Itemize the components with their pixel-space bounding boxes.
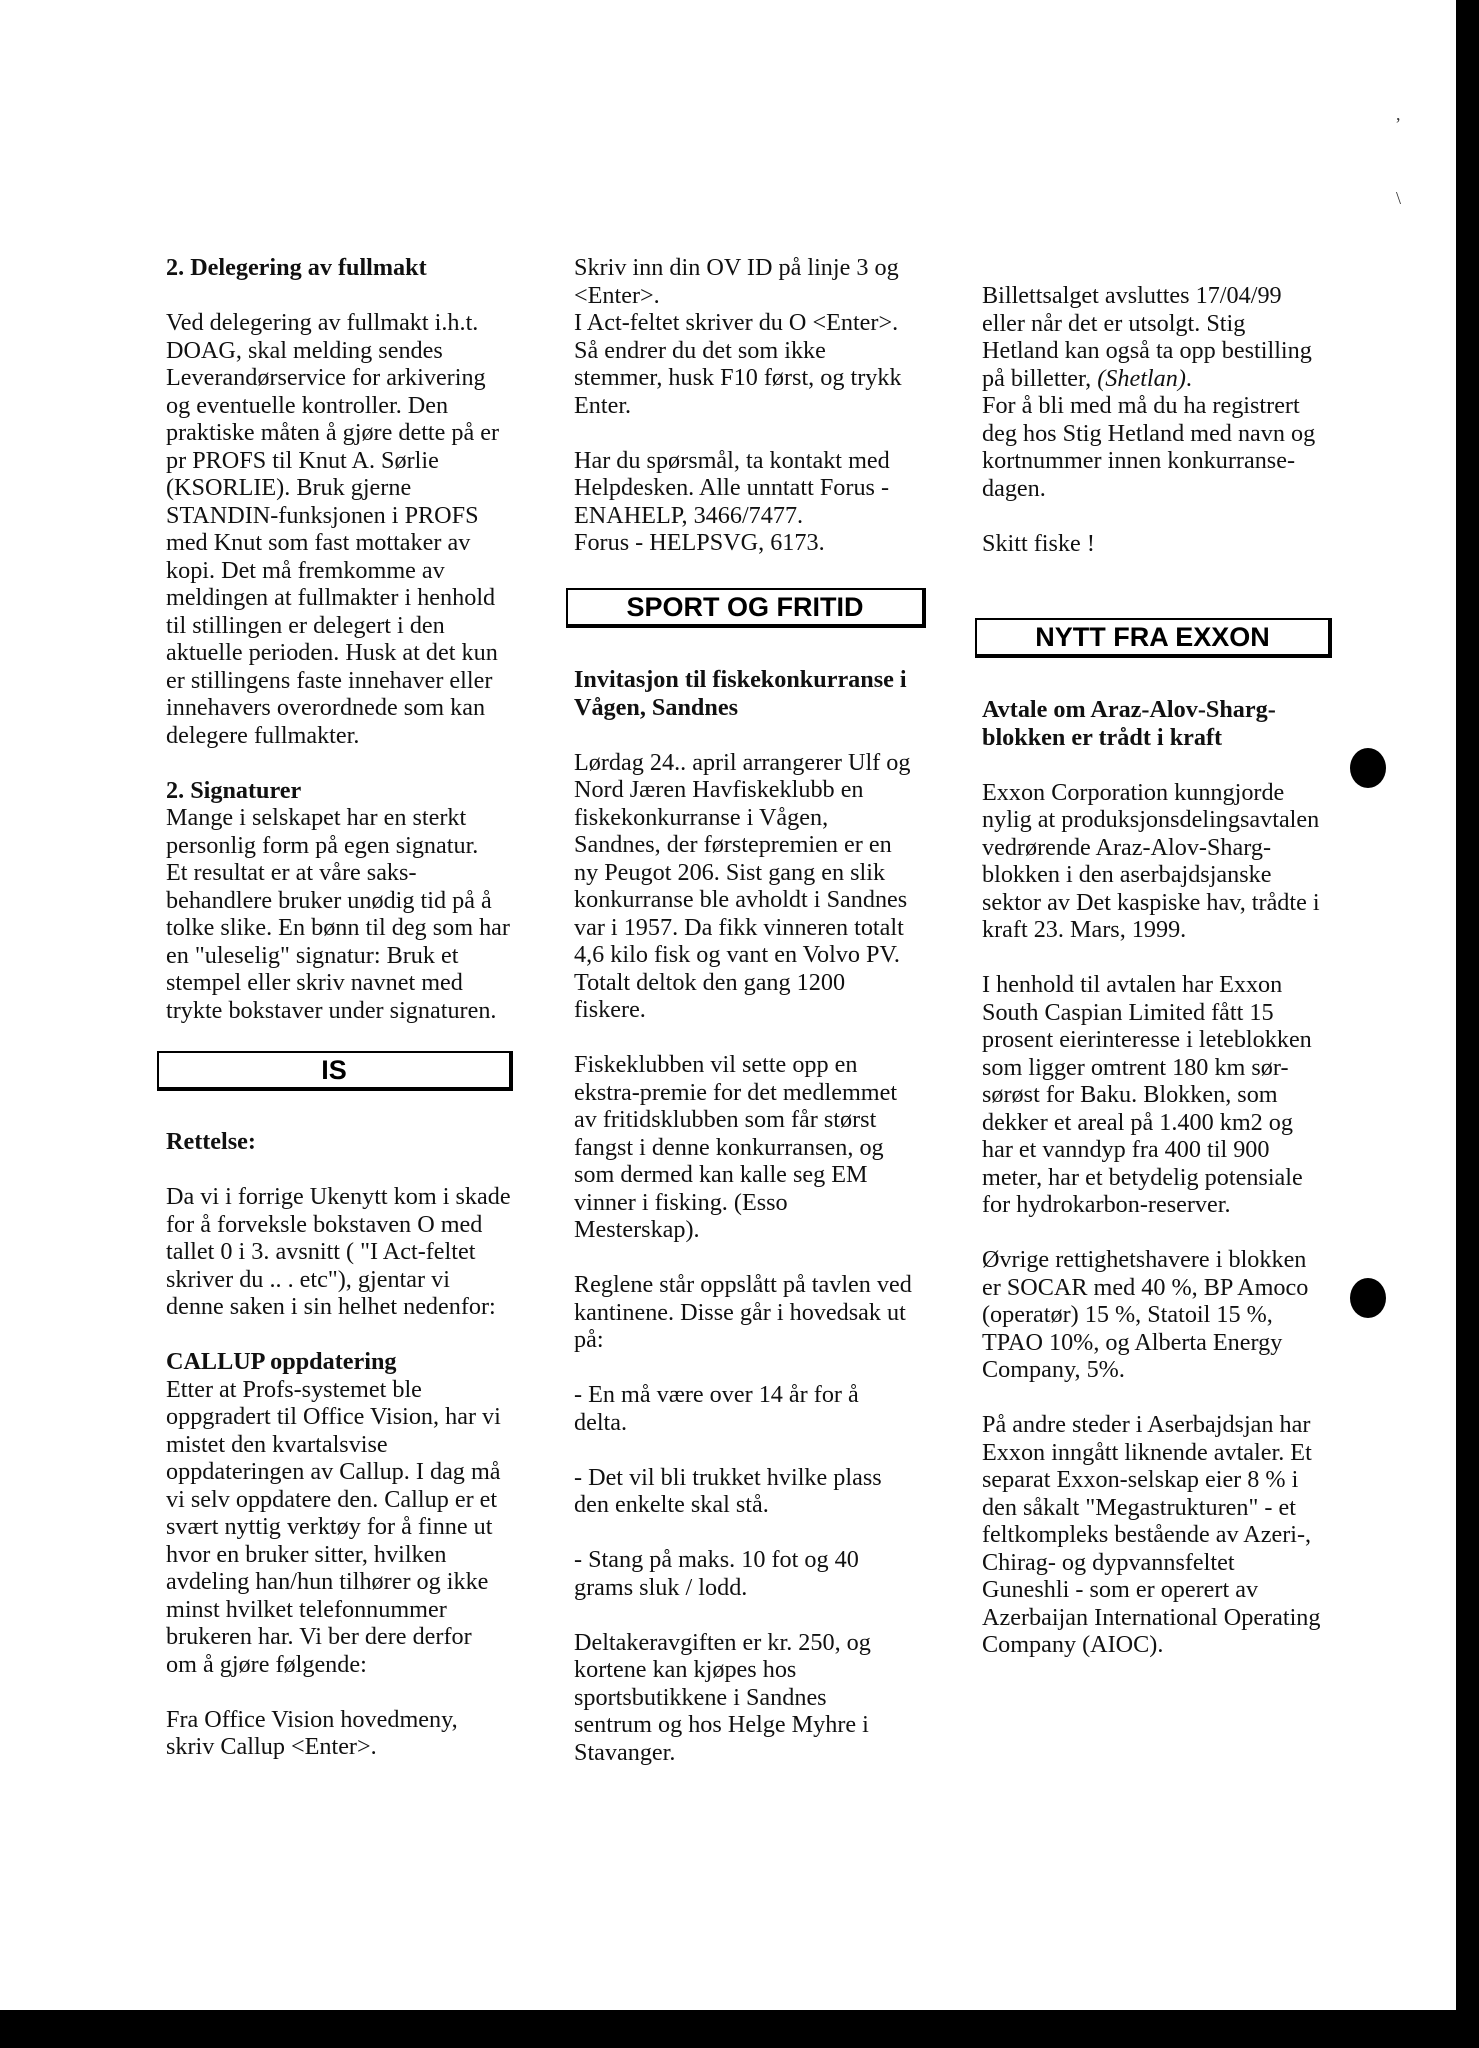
paragraph-helpdesk: Har du spørsmål, ta kontakt med Helpdesken. Alle unntatt Forus - ENAHELP, 3466/7477. Forus - HELPSVG, 6173. (574, 446, 890, 556)
punch-hole-top (1350, 748, 1386, 788)
paragraph-callup: Etter at Profs-systemet ble oppgradert til Office Vision, har vi mistet den kvartalsvise oppdateringen av Callup. I dag må vi selv oppdatere den. Callup er et svært nyttig verktøy for å finne ut hvor en bruker sitter, hvilken avdeling han/hun tilhører og ikke minst hvilket telefonnummer brukeren har. Vi ber dere derfor om å gjøre følgende: (166, 1375, 501, 1678)
rule-item-3: - Stang på maks. 10 fot og 40 grams sluk / lodd. (574, 1546, 859, 1601)
paragraph-skriv-inn: Skriv inn din OV ID på linje 3 og <Enter>. I Act-feltet skriver du O <Enter>. Så endrer du det som ikke stemmer, husk F10 først, og trykk Enter. (574, 254, 902, 419)
heading-invitasjon: Invitasjon til fiskekonkurranse i Vågen, Sandnes (574, 666, 907, 721)
paragraph-ovrige: Øvrige rettighetshavere i blokken er SOCAR med 40 %, BP Amoco (operatør) 15 %, Statoil 15 %, TPAO 10%, og Alberta Energy Company, 5%. (982, 1246, 1309, 1383)
paragraph-rettelse: Da vi i forrige Ukenytt kom i skade for å forveksle bokstaven O med tallet 0 i 3. avsnitt ( "I Act-feltet skriver du .. . etc"), gjentar vi denne saken i sin helhet nedenfor: (166, 1183, 511, 1320)
paragraph-lordag: Lørdag 24.. april arrangerer Ulf og Nord Jæren Havfiskeklubb en fiskekonkurranse i Vågen, Sandnes, der førstepremien er en ny Peugot 206. Sist gang en slik konkurranse ble avholdt i Sandnes var i 1957. Da fikk vinneren totalt 4,6 kilo fisk og vant en Volvo PV. Totalt deltok den gang 1200 fiskere. (574, 748, 911, 1023)
heading-avtale: Avtale om Araz-Alov-Sharg- blokken er trådt i kraft (982, 696, 1276, 751)
column-3-lower (982, 696, 1352, 1659)
paragraph-signaturer: Mange i selskapet har en sterkt personlig form på egen signatur. Et resultat er at våre saks- behandlere bruker unødig tid på å tolke slike. En bønn til deg som har en "uleselig" signatur: Bruk et stempel eller skriv navnet med trykte bokstaver under signaturen. (166, 804, 510, 1024)
column-2 (574, 254, 944, 557)
paragraph-exxon-corporation: Exxon Corporation kunngjorde nylig at produksjonsdelingsavtalen vedrørende Araz-Alov-Sharg- blokken i den aserbajdsjanske sektor av Det kaspiske hav, trådte i kraft 23. Mars, 1999. (982, 778, 1320, 943)
rule-item-1: - En må være over 14 år for å delta. (574, 1381, 859, 1436)
column-3 (982, 282, 1352, 557)
heading-delegering: 2. Delegering av fullmakt (166, 254, 427, 281)
paragraph-skitt-fiske: Skitt fiske ! (982, 529, 1095, 557)
scan-mark-2: \ (1396, 188, 1402, 208)
paragraph-registrering: For å bli med må du ha registrert deg hos Stig Hetland med navn og kortnummer innen konkurranse- dagen. (982, 392, 1316, 502)
paragraph-andre-steder: På andre steder i Aserbajdsjan har Exxon inngått liknende avtaler. Et separat Exxon-selskap eier 8 % i den såkalt "Megastrukturen" - et feltkompleks bestående av Azeri-, Chirag- og dypvannsfeltet Guneshli - som er operert av Azerbaijan International Operating Company (AIOC). (982, 1411, 1321, 1658)
paragraph-reglene: Reglene står oppslått på tavlen ved kantinene. Disse går i hovedsak ut på: (574, 1271, 912, 1353)
heading-rettelse: Rettelse: (166, 1128, 256, 1155)
heading-signaturer: 2. Signaturer (166, 776, 302, 804)
banner-is: IS (157, 1051, 513, 1091)
heading-callup: CALLUP oppdatering (166, 1348, 397, 1375)
column-1-lower (166, 1128, 526, 1761)
punch-hole-bottom (1350, 1278, 1386, 1318)
banner-nytt-fra-exxon: NYTT FRA EXXON (975, 618, 1332, 658)
paragraph-henhold: I henhold til avtalen har Exxon South Caspian Limited fått 15 prosent eierinteresse i leteblokken som ligger omtrent 180 km sør- sørøst for Baku. Blokken, som dekker et areal på 1.400 km2 og har et vanndyp fra 400 til 900 meter, har et betydelig potensiale for hydrokarbon-reserver. (982, 971, 1312, 1218)
column-2-lower (574, 666, 944, 1766)
paragraph-deltakeravgift: Deltakeravgiften er kr. 250, og kortene kan kjøpes hos sportsbutikkene i Sandnes sentrum og hos Helge Myhre i Stavanger. (574, 1628, 871, 1766)
scan-mark-1: , (1396, 104, 1401, 124)
paragraph-delegering: Ved delegering av fullmakt i.h.t. DOAG, skal melding sendes Leverandørservice for arkivering og eventuelle kontroller. Den praktiske måten å gjøre dette på er pr PROFS til Knut A. Sørlie (KSORLIE). Bruk gjerne STANDIN-funksjonen i PROFS med Knut som fast mottaker av kopi. Det må fremkomme av meldingen at fullmakter i henhold til stillingen er delegert i den aktuelle perioden. Husk at det kun er stillingens faste innehaver eller innehavers overordnede som kan delegere fullmakter. (166, 309, 500, 749)
rule-item-2: - Det vil bli trukket hvilke plass den enkelte skal stå. (574, 1463, 882, 1518)
banner-sport-og-fritid: SPORT OG FRITID (566, 588, 926, 628)
paragraph-billettsalget: Billettsalget avsluttes 17/04/99 eller når det er utsolgt. Stig Hetland kan også ta opp bestilling på billetter, (Shetlan). (982, 282, 1312, 392)
paragraph-fra-office-vision: Fra Office Vision hovedmeny, skriv Callup <Enter>. (166, 1705, 458, 1760)
paragraph-fiskeklubben: Fiskeklubben vil sette opp en ekstra-premie for det medlemmet av fritidsklubben som får størst fangst i denne konkurransen, og som dermed kan kalle seg EM vinner i fisking. (Esso Mesterskap). (574, 1051, 898, 1243)
column-1 (166, 254, 526, 1024)
